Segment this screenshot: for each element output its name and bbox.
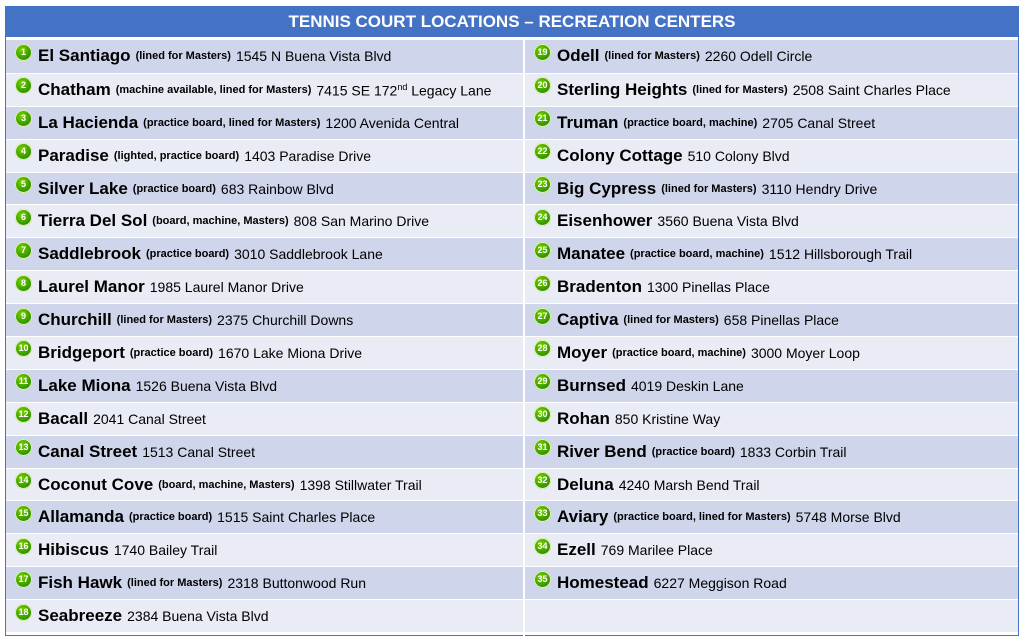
location-address: 2260 Odell Circle xyxy=(704,48,813,65)
location-number-badge: 2 xyxy=(15,77,32,94)
location-address: 808 San Marino Drive xyxy=(293,213,430,230)
location-number-badge: 4 xyxy=(15,143,32,160)
location-row xyxy=(6,303,523,336)
location-number-badge: 25 xyxy=(534,242,551,259)
location-row xyxy=(525,139,1018,172)
location-name: Manatee xyxy=(557,244,626,264)
location-name: Deluna xyxy=(557,474,614,494)
location-address: 2705 Canal Street xyxy=(762,114,876,131)
location-name: Paradise xyxy=(38,145,109,165)
location-name: Fish Hawk xyxy=(38,573,123,593)
location-address: 2508 Saint Charles Place xyxy=(792,81,951,98)
location-name: Burnsed xyxy=(557,375,626,395)
location-number-badge: 30 xyxy=(534,406,551,423)
location-name: Bradenton xyxy=(557,277,642,297)
location-address: 683 Rainbow Blvd xyxy=(220,180,334,197)
location-number-badge: 3 xyxy=(15,110,32,127)
location-row xyxy=(6,336,523,369)
location-amenities: (practice board, lined for Masters) xyxy=(143,116,321,129)
location-amenities: (board, machine, Masters) xyxy=(152,215,289,228)
location-row xyxy=(525,435,1018,468)
location-name: Tierra Del Sol xyxy=(38,211,148,231)
location-row xyxy=(525,237,1018,270)
location-name: Saddlebrook xyxy=(38,244,141,264)
right-column xyxy=(525,40,1018,632)
location-address: 1398 Stillwater Trail xyxy=(299,476,422,493)
location-row xyxy=(6,599,523,632)
location-row xyxy=(6,402,523,435)
table-title: TENNIS COURT LOCATIONS – RECREATION CENTERS xyxy=(6,7,1018,37)
location-number-badge: 32 xyxy=(534,472,551,489)
location-row xyxy=(6,369,523,402)
location-row xyxy=(525,106,1018,139)
location-amenities: (lined for Masters) xyxy=(692,83,788,96)
location-name: Sterling Heights xyxy=(557,79,688,99)
location-amenities: (lined for Masters) xyxy=(623,314,719,327)
location-name: Churchill xyxy=(38,310,112,330)
location-address: 510 Colony Blvd xyxy=(687,147,790,164)
location-row xyxy=(525,500,1018,533)
location-address: 3010 Saddlebrook Lane xyxy=(234,246,383,263)
location-number-badge: 8 xyxy=(15,275,32,292)
location-row xyxy=(525,40,1018,73)
location-number-badge: 33 xyxy=(534,505,551,522)
location-name: Seabreeze xyxy=(38,606,123,626)
location-row xyxy=(525,566,1018,599)
location-address: 1515 Saint Charles Place xyxy=(217,509,376,526)
location-row xyxy=(6,139,523,172)
location-number-badge: 27 xyxy=(534,308,551,325)
location-row xyxy=(525,533,1018,566)
location-number-badge: 28 xyxy=(534,340,551,357)
location-number-badge: 34 xyxy=(534,538,551,555)
location-row xyxy=(6,270,523,303)
location-number-badge: 6 xyxy=(15,209,32,226)
location-row xyxy=(525,369,1018,402)
location-number-badge: 20 xyxy=(534,77,551,94)
location-name: Silver Lake xyxy=(38,178,128,198)
location-row xyxy=(525,73,1018,106)
location-amenities: (practice board, machine) xyxy=(630,248,764,261)
location-name: Lake Miona xyxy=(38,375,131,395)
location-address: 2375 Churchill Downs xyxy=(217,312,354,329)
location-name: Canal Street xyxy=(38,441,138,461)
location-name: Odell xyxy=(557,46,600,66)
location-name: Laurel Manor xyxy=(38,277,145,297)
location-address: 769 Marilee Place xyxy=(600,542,713,559)
location-address: 1740 Bailey Trail xyxy=(113,542,218,559)
location-address xyxy=(316,82,491,99)
location-row xyxy=(6,172,523,205)
location-number-badge: 22 xyxy=(534,143,551,160)
location-name: La Hacienda xyxy=(38,112,139,132)
location-address: 1670 Lake Miona Drive xyxy=(218,344,363,361)
address-ordinal-suffix: nd xyxy=(397,81,408,92)
location-amenities: (practice board, lined for Masters) xyxy=(613,511,791,524)
location-address: 4019 Deskin Lane xyxy=(630,377,744,394)
location-name: Aviary xyxy=(557,507,609,527)
location-name: Bacall xyxy=(38,408,89,428)
location-name: Colony Cottage xyxy=(557,145,683,165)
location-row xyxy=(6,237,523,270)
location-address: 1526 Buena Vista Blvd xyxy=(135,377,277,394)
location-number-badge: 16 xyxy=(15,538,32,555)
location-address: 1833 Corbin Trail xyxy=(739,443,847,460)
address-number: 7415 SE 172 xyxy=(316,82,398,99)
location-address: 4240 Marsh Bend Trail xyxy=(618,476,760,493)
location-number-badge: 23 xyxy=(534,176,551,193)
location-amenities: (lined for Masters) xyxy=(127,577,223,590)
location-name: Hibiscus xyxy=(38,540,109,560)
location-address: 2318 Buttonwood Run xyxy=(227,575,367,592)
location-number-badge: 7 xyxy=(15,242,32,259)
location-row xyxy=(6,533,523,566)
location-number-badge: 21 xyxy=(534,110,551,127)
location-row xyxy=(525,336,1018,369)
location-amenities: (lined for Masters) xyxy=(604,50,700,63)
location-amenities: (lighted, practice board) xyxy=(113,149,240,162)
tennis-court-table xyxy=(5,6,1019,636)
location-name: Bridgeport xyxy=(38,342,125,362)
location-row xyxy=(525,270,1018,303)
location-address: 3110 Hendry Drive xyxy=(761,180,878,197)
location-address: 1300 Pinellas Place xyxy=(647,279,770,296)
location-address: 5748 Morse Blvd xyxy=(795,509,901,526)
location-row xyxy=(6,204,523,237)
left-column xyxy=(6,40,523,632)
location-name: Rohan xyxy=(557,408,610,428)
location-amenities: (practice board) xyxy=(651,445,735,458)
location-number-badge: 1 xyxy=(15,44,32,61)
location-name: River Bend xyxy=(557,441,647,461)
location-number-badge: 15 xyxy=(15,505,32,522)
location-row xyxy=(6,40,523,73)
location-number-badge: 24 xyxy=(534,209,551,226)
location-row xyxy=(525,303,1018,336)
location-amenities: (lined for Masters) xyxy=(661,182,757,195)
location-row xyxy=(525,402,1018,435)
location-amenities: (practice board) xyxy=(145,248,230,261)
location-number-badge: 17 xyxy=(15,571,32,588)
location-address: 1985 Laurel Manor Drive xyxy=(149,279,304,296)
location-row xyxy=(525,204,1018,237)
location-name: Truman xyxy=(557,112,619,132)
location-address: 6227 Meggison Road xyxy=(653,575,787,592)
location-amenities: (practice board, machine) xyxy=(612,346,746,359)
location-address: 1512 Hillsborough Trail xyxy=(768,246,913,263)
location-amenities: (practice board, machine) xyxy=(623,116,758,129)
location-number-badge: 9 xyxy=(15,308,32,325)
location-row xyxy=(525,468,1018,501)
location-address: 3560 Buena Vista Blvd xyxy=(657,213,799,230)
location-number-badge: 14 xyxy=(15,472,32,489)
location-address: 2041 Canal Street xyxy=(93,410,206,427)
location-address: 2384 Buena Vista Blvd xyxy=(127,608,269,625)
location-name: Moyer xyxy=(557,342,608,362)
location-number-badge: 18 xyxy=(15,604,32,621)
location-amenities: (machine available, lined for Masters) xyxy=(115,83,312,96)
location-number-badge: 26 xyxy=(534,275,551,292)
location-number-badge: 19 xyxy=(534,44,551,61)
location-amenities: (lined for Masters) xyxy=(135,50,231,63)
location-number-badge: 11 xyxy=(15,373,32,390)
location-number-badge: 29 xyxy=(534,373,551,390)
location-address: 658 Pinellas Place xyxy=(723,312,839,329)
location-amenities: (practice board) xyxy=(132,182,216,195)
location-amenities: (practice board) xyxy=(129,346,214,359)
location-address: 3000 Moyer Loop xyxy=(750,344,860,361)
location-amenities: (board, machine, Masters) xyxy=(158,478,295,491)
location-row xyxy=(525,172,1018,205)
location-number-badge: 5 xyxy=(15,176,32,193)
location-name: Allamanda xyxy=(38,507,124,527)
location-name: Big Cypress xyxy=(557,178,657,198)
location-row xyxy=(6,73,523,106)
location-row xyxy=(6,566,523,599)
location-row xyxy=(6,468,523,501)
location-name: El Santiago xyxy=(38,46,131,66)
location-number-badge: 12 xyxy=(15,406,32,423)
location-name: Ezell xyxy=(557,540,596,560)
location-address: 1200 Avenida Central xyxy=(325,114,460,131)
location-number-badge: 35 xyxy=(534,571,551,588)
location-number-badge: 13 xyxy=(15,439,32,456)
location-address: 850 Kristine Way xyxy=(614,410,721,427)
address-street: Legacy Lane xyxy=(407,82,492,99)
location-address: 1545 N Buena Vista Blvd xyxy=(235,48,392,65)
location-name: Eisenhower xyxy=(557,211,653,231)
location-number-badge: 10 xyxy=(15,340,32,357)
location-number-badge: 31 xyxy=(534,439,551,456)
location-name: Captiva xyxy=(557,310,619,330)
location-amenities: (lined for Masters) xyxy=(116,314,213,327)
location-row xyxy=(6,106,523,139)
location-address: 1513 Canal Street xyxy=(142,443,256,460)
location-name: Chatham xyxy=(38,79,111,99)
location-amenities: (practice board) xyxy=(128,511,213,524)
location-row xyxy=(6,500,523,533)
location-name: Coconut Cove xyxy=(38,474,154,494)
location-row xyxy=(6,435,523,468)
location-row xyxy=(525,599,1018,632)
location-address: 1403 Paradise Drive xyxy=(244,147,372,164)
location-name: Homestead xyxy=(557,573,649,593)
